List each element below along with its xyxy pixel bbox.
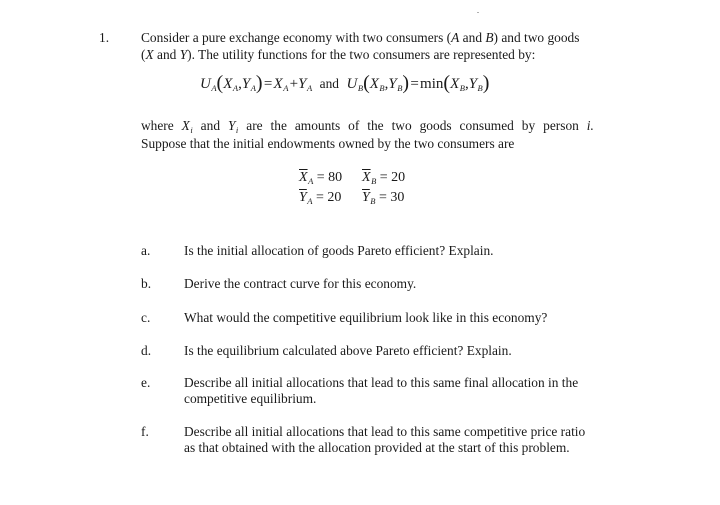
utility-functions-equation: $U_A(X_A,Y_A)$ = $X_A$ $+Y_A$ and $U_B(X_B,Y_B)$ = $\min(X_B,Y_B)$: [200, 72, 490, 94]
part-e-text-line-1: Describe all initial allocations that lead to this same final allocation in the: [184, 375, 579, 390]
part-f-text-line-1: Describe all initial allocations that lead to this same competitive price ratio: [184, 424, 586, 439]
part-e-label: e.: [141, 375, 151, 390]
part-b-text: Derive the contract curve for this economy.: [184, 276, 417, 291]
problem-number: 1.: [99, 30, 110, 45]
part-a-label: a.: [141, 243, 151, 258]
stray-dot: [477, 12, 479, 13]
endowment-yb: $\overline{Y}_B = 30$: [362, 190, 405, 206]
part-b-label: b.: [141, 276, 152, 291]
endowment-ya: $\overline{Y}_A = 20$: [299, 190, 342, 206]
part-f-text-line-2: as that obtained with the allocation provided at the start of this problem.: [184, 440, 570, 455]
part-c-text: What would the competitive equilibrium look like in this economy?: [184, 310, 548, 325]
utility-and: and: [319, 76, 340, 91]
part-d-label: d.: [141, 343, 152, 358]
part-d-text: Is the equilibrium calculated above Pareto efficient? Explain.: [184, 343, 512, 358]
part-a-text: Is the initial allocation of goods Pareto efficient? Explain.: [184, 243, 494, 258]
suppose-line: Suppose that the initial endowments owned by the two consumers are: [141, 136, 515, 151]
endowment-xa: $\overline{X}_A = 80$: [299, 170, 343, 186]
endowment-xb: $\overline{X}_B = 20$: [362, 170, 406, 186]
part-e-text-line-2: competitive equilibrium.: [184, 391, 317, 406]
part-c-label: c.: [141, 310, 151, 325]
intro-line-1: Consider a pure exchange economy with two consumers (A and B) and two goods: [141, 30, 580, 45]
where-line: where $X_i$ and $Y_i$ are the amounts of the two goods consumed by person i.: [141, 118, 594, 135]
utility-min: min: [420, 76, 444, 92]
part-f-label: f.: [141, 424, 149, 439]
intro-line-2: (X and Y). The utility functions for the two consumers are represented by:: [141, 47, 536, 62]
